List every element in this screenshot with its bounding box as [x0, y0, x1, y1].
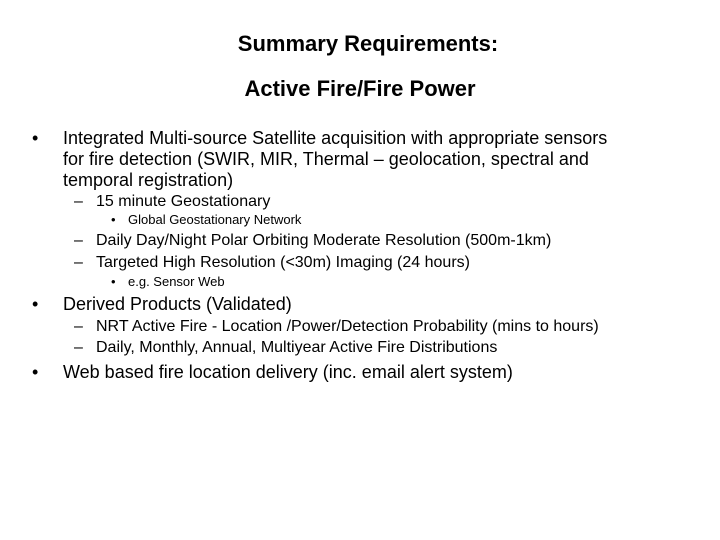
sub-bullet-dash: –	[74, 254, 83, 271]
sub-sub-bullet-sensor-web: e.g. Sensor Web	[128, 274, 225, 289]
sub-bullet-dash: –	[74, 318, 83, 335]
bullet-marker: •	[32, 362, 39, 382]
bullet-marker: •	[32, 294, 39, 314]
slide-subtitle: Active Fire/Fire Power	[244, 76, 476, 101]
sub-sub-bullet-global-network: Global Geostationary Network	[128, 212, 302, 227]
sub-bullet-fire-distributions: Daily, Monthly, Annual, Multiyear Active Fire Distributions	[96, 339, 498, 356]
sub-bullet-dash: –	[74, 232, 83, 249]
sub-sub-bullet-marker: •	[111, 274, 116, 289]
sub-sub-bullet-marker: •	[111, 212, 116, 227]
sub-bullet-targeted-high-res: Targeted High Resolution (<30m) Imaging (24 hours)	[96, 254, 470, 271]
bullet-integrated-line2: for fire detection (SWIR, MIR, Thermal – geolocation, spectral and	[63, 149, 589, 169]
sub-bullet-nrt-active-fire: NRT Active Fire - Location /Power/Detection Probability (mins to hours)	[96, 318, 599, 335]
slide-title: Summary Requirements:	[237, 31, 499, 56]
sub-bullet-dash: –	[74, 339, 83, 356]
bullet-integrated-line1: Integrated Multi-source Satellite acquisition with appropriate sensors	[63, 128, 608, 148]
sub-bullet-dash: –	[74, 193, 83, 210]
bullet-derived-products: Derived Products (Validated)	[63, 294, 292, 314]
sub-bullet-polar-orbiting: Daily Day/Night Polar Orbiting Moderate Resolution (500m-1km)	[96, 232, 552, 249]
bullet-web-delivery: Web based fire location delivery (inc. email alert system)	[63, 362, 513, 382]
sub-bullet-geostationary: 15 minute Geostationary	[96, 193, 271, 210]
bullet-integrated-line3: temporal registration)	[63, 170, 234, 190]
bullet-marker: •	[32, 128, 39, 148]
